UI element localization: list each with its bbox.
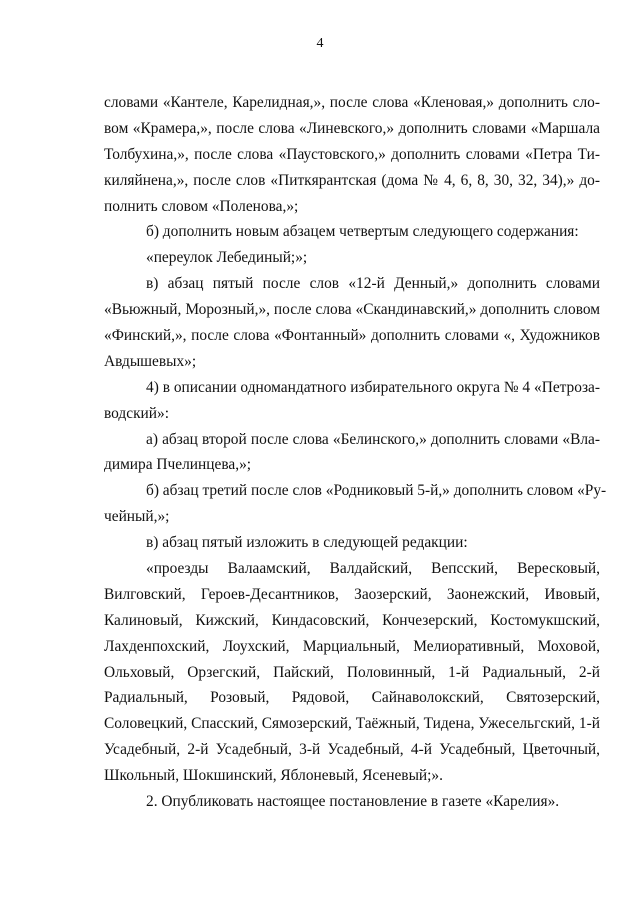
text-line: димира Пчелинцева,»; [104, 456, 252, 474]
text-line: Лахденпохский, Лоухский, Марциальный, Мелиоративный, Моховой, [104, 637, 600, 655]
text-line: б) дополнить новым абзацем четвертым следующего содержания: [146, 223, 579, 241]
text-line: водский»: [104, 404, 169, 422]
text-line: Толбухина,», после слова «Паустовского,» дополнить словами «Петра Ти- [104, 145, 600, 163]
text-line: б) абзац третий после слов «Родниковый 5-й,» дополнить словом «Ру- [146, 482, 607, 500]
text-line: словами «Кантеле, Карелидная,», после слова «Кленовая,» дополнить сло- [104, 94, 600, 111]
text-line: чейный,»; [104, 508, 170, 526]
text-line: вом «Крамера,», после слова «Линевского,» дополнить словами «Маршала [104, 119, 600, 137]
text-line: полнить словом «Поленова,»; [104, 197, 299, 215]
text-line: Усадебный, 2-й Усадебный, 3-й Усадебный, 4-й Усадебный, Цветочный, [104, 741, 600, 759]
text-line: Соловецкий, Спасский, Сямозерский, Таёжный, Тидена, Ужесельгский, 1-й [104, 715, 600, 733]
text-line: «Финский,», после слова «Фонтанный» дополнить словами «, Художников [104, 327, 600, 345]
text-line: «проезды Валаамский, Валдайский, Вепсский, Вересковый, [146, 560, 600, 578]
page-number: 4 [316, 36, 324, 51]
text-line: 4) в описании одномандатного избирательного округа № 4 «Петроза- [146, 378, 600, 396]
text-line: Калиновый, Кижский, Киндасовский, Кончезерский, Костомукшский, [104, 611, 600, 629]
text-line: в) абзац пятый изложить в следующей редакции: [146, 534, 468, 552]
text-line: Авдышевых»; [104, 352, 197, 370]
document-body [104, 90, 607, 815]
text-line: 2. Опубликовать настоящее постановление в газете «Карелия». [146, 793, 560, 811]
text-line: Вилговский, Героев-Десантников, Заозерский, Заонежский, Ивовый, [104, 585, 600, 603]
text-line: киляйнена,», после слов «Питкярантская (дома № 4, 6, 8, 30, 32, 34),» до- [104, 171, 600, 189]
text-line: Радиальный, Розовый, Рядовой, Сайнаволокский, Святозерский, [104, 689, 600, 707]
text-line: «переулок Лебединый;»; [146, 249, 308, 267]
text-line: Ольховый, Орзегский, Пайский, Половинный, 1-й Радиальный, 2-й [104, 663, 600, 681]
text-line: «Вьюжный, Морозный,», после слова «Скандинавский,» дополнить словом [104, 301, 600, 319]
text-line: Школьный, Шокшинский, Яблоневый, Ясеневый;». [104, 767, 443, 785]
text-line: а) абзац второй после слова «Белинского,» дополнить словами «Вла- [146, 430, 600, 448]
text-line: в) абзац пятый после слов «12-й Денный,» дополнить словами [146, 275, 600, 293]
